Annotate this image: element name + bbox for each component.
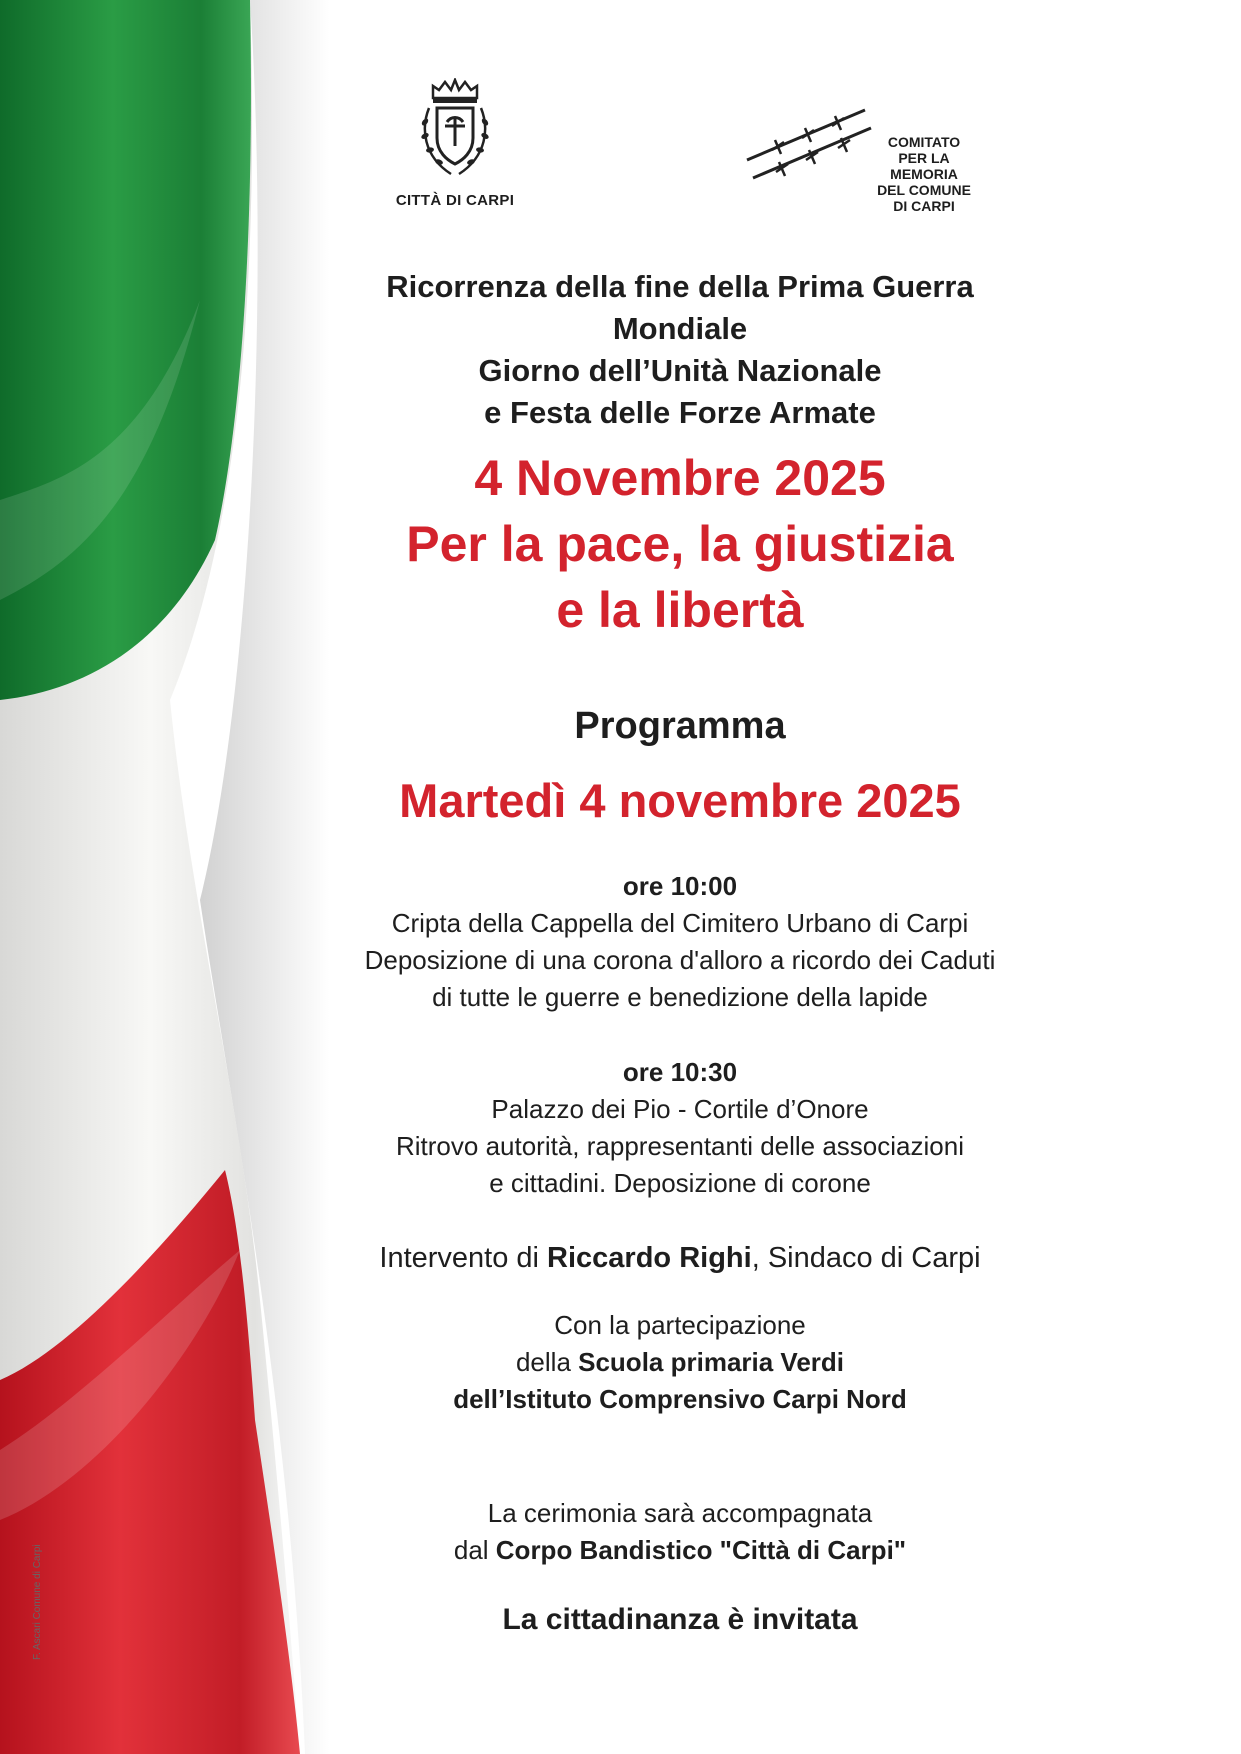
invitation: La cittadinanza è invitata: [502, 1603, 858, 1636]
program-item: [335, 1054, 1025, 1202]
program-item-line: Ritrovo autorità, rappresentanti delle associazioni: [396, 1131, 964, 1161]
intro-line-3: e Festa delle Forze Armate: [484, 395, 876, 430]
intro-heading: [335, 266, 1025, 434]
participation-line-2: [335, 1344, 1025, 1381]
program-item-line: e cittadini. Deposizione di corone: [489, 1168, 871, 1198]
speech-prefix: Intervento di: [379, 1242, 548, 1274]
band-name: Corpo Bandistico "Città di Carpi": [495, 1535, 907, 1565]
band-block: [335, 1495, 1025, 1569]
school-name: Scuola primaria Verdi: [578, 1347, 845, 1377]
program-item-line: di tutte le guerre e benedizione della lapide: [432, 982, 928, 1012]
coat-of-arms-icon: [415, 78, 495, 183]
band-line-1: La cerimonia sarà accompagnata: [487, 1498, 873, 1528]
city-logo: [380, 78, 530, 209]
photo-credit: F. Ascari Comune di Carpi: [32, 1544, 43, 1660]
institute-name: dell’Istituto Comprensivo Carpi Nord: [453, 1384, 907, 1414]
comitato-line-3: DEL COMUNE DI CARPI: [877, 182, 971, 214]
headline: [335, 445, 1025, 643]
comitato-line-2: PER LA MEMORIA: [890, 150, 958, 182]
intro-line-1: Ricorrenza della fine della Prima Guerra Mondiale: [386, 269, 974, 346]
participation-prefix: della: [515, 1347, 579, 1377]
comitato-logo: [745, 100, 975, 214]
speech-suffix: , Sindaco di Carpi: [751, 1242, 981, 1274]
program-item-time: ore 10:00: [622, 871, 738, 901]
program-item-line: Palazzo dei Pio - Cortile d’Onore: [491, 1094, 869, 1124]
participation-block: [335, 1307, 1025, 1418]
headline-line-1: 4 Novembre 2025: [474, 450, 886, 506]
speech-line: [335, 1242, 1025, 1275]
program-item-line: Deposizione di una corona d'alloro a ricordo dei Caduti: [364, 945, 996, 975]
participation-line-1: Con la partecipazione: [554, 1310, 806, 1340]
comitato-line-1: COMITATO: [887, 134, 961, 150]
barbed-wire-icon: [745, 100, 875, 190]
program-item: [335, 868, 1025, 1016]
headline-line-2: Per la pace, la giustizia: [406, 516, 954, 572]
program-item-line: Cripta della Cappella del Cimitero Urbano di Carpi: [391, 908, 969, 938]
band-prefix: dal: [453, 1535, 496, 1565]
speaker-name: Riccardo Righi: [547, 1242, 752, 1274]
headline-line-3: e la libertà: [556, 582, 804, 638]
intro-line-2: Giorno dell’Unità Nazionale: [478, 353, 882, 388]
italian-flag-image: [0, 0, 330, 1754]
program-item-time: ore 10:30: [622, 1057, 738, 1087]
event-date: Martedì 4 novembre 2025: [399, 774, 961, 827]
programma-label: Programma: [574, 705, 786, 747]
band-line-2: [335, 1532, 1025, 1569]
city-label: CITTÀ DI CARPI: [395, 192, 515, 209]
